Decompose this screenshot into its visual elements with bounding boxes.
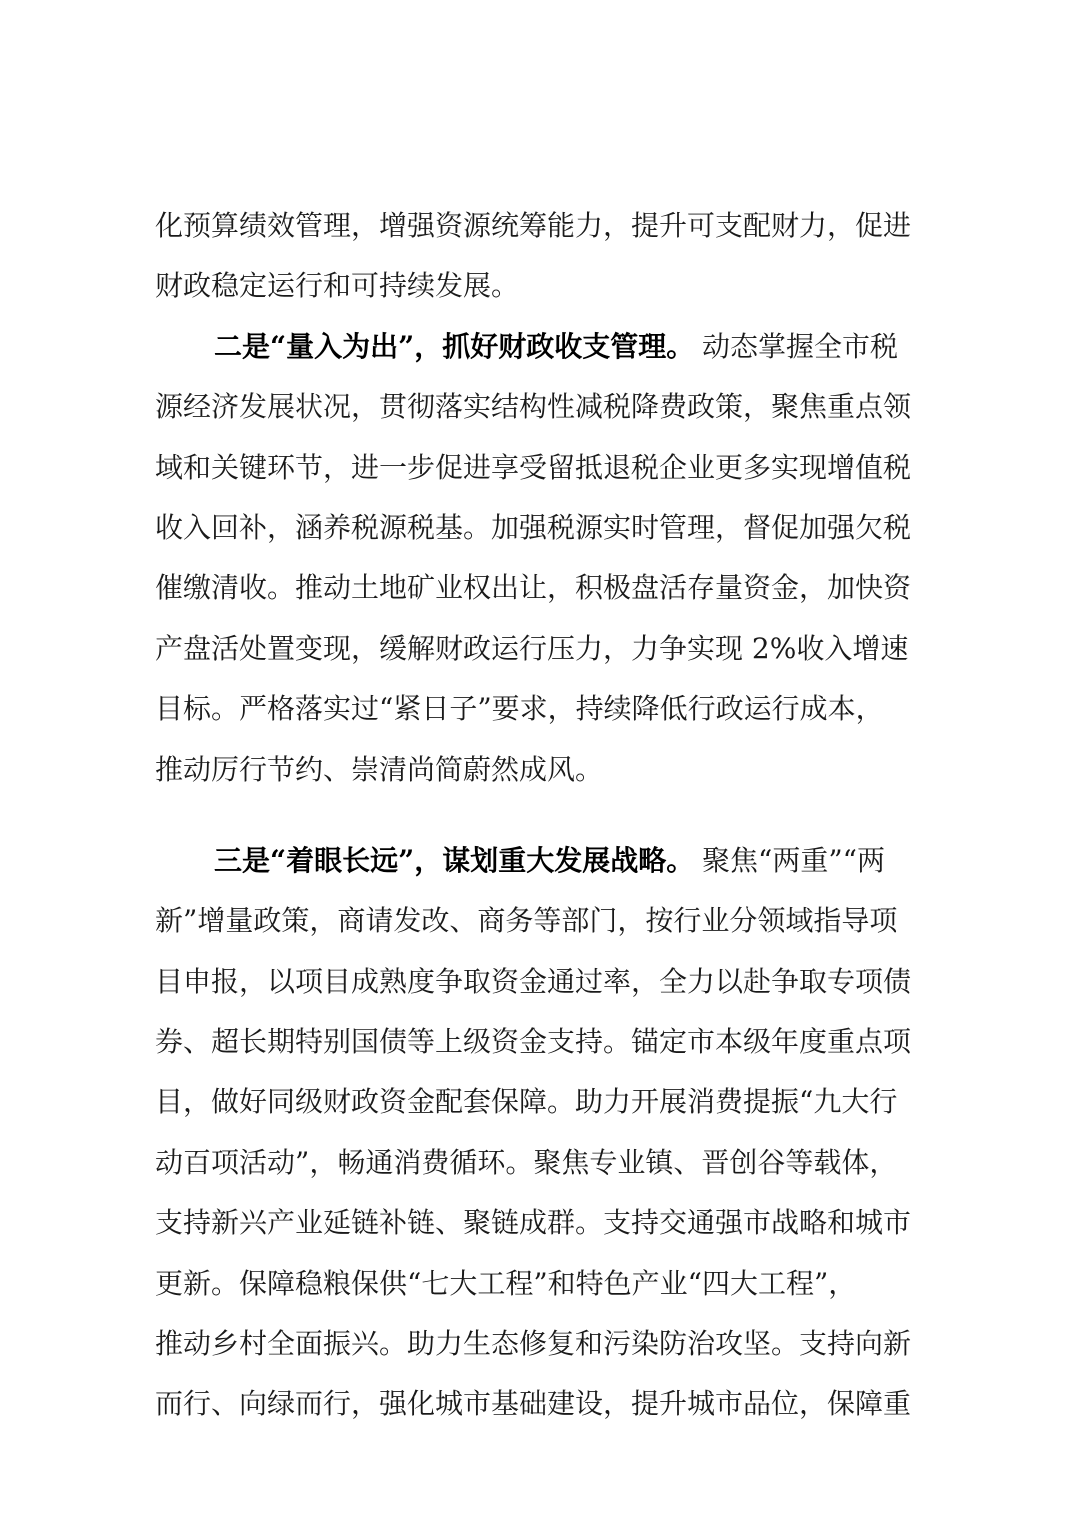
body-line xyxy=(0,891,1074,951)
line-text: 推动乡村全面振兴。助力生态修复和污染防治攻坚。支持向新 xyxy=(155,1327,912,1360)
line-text: 收入回补，涵养税源税基。加强税源实时管理，督促加强欠税 xyxy=(155,511,912,544)
line-text: 财政稳定运行和可持续发展。 xyxy=(155,269,520,302)
body-line xyxy=(0,1314,1074,1374)
line-text: 动百项活动”，畅通消费循环。聚焦专业镇、晋创谷等载体， xyxy=(155,1146,898,1179)
section-heading-2: 二是“量入为出”，抓好财政收支管理。 xyxy=(214,330,695,363)
line-text: 产盘活处置变现，缓解财政运行压力，力争实现 2%收入增速 xyxy=(155,632,909,665)
body-line xyxy=(0,377,1074,437)
body-line xyxy=(0,498,1074,558)
body-line xyxy=(0,679,1074,739)
body-line xyxy=(0,1374,1074,1434)
line-text: 目申报，以项目成熟度争取资金通过率，全力以赴争取专项债 xyxy=(155,965,912,998)
line-text: 更新。保障稳粮保供“七大工程”和特色产业“四大工程”， xyxy=(155,1267,857,1300)
body-line xyxy=(0,1012,1074,1072)
body-line xyxy=(0,619,1074,679)
body-line xyxy=(0,1193,1074,1253)
body-line xyxy=(0,558,1074,618)
body-line xyxy=(0,1254,1074,1314)
line-text: 目标。严格落实过“紧日子”要求，持续降低行政运行成本， xyxy=(155,692,884,725)
body-line xyxy=(0,1072,1074,1132)
body-line xyxy=(0,256,1074,316)
line-text: 推动厉行节约、崇清尚简蔚然成风。 xyxy=(155,753,604,786)
line-text: 目，做好同级财政资金配套保障。助力开展消费提振“九大行 xyxy=(155,1085,898,1118)
line-text: 动态掌握全市税 xyxy=(702,330,899,363)
body-line xyxy=(0,196,1074,256)
line-text: 券、超长期特别国债等上级资金支持。锚定市本级年度重点项 xyxy=(155,1025,912,1058)
section-heading-3: 三是“着眼长远”，谋划重大发展战略。 xyxy=(214,844,695,877)
line-text: 催缴清收。推动土地矿业权出让，积极盘活存量资金，加快资 xyxy=(155,571,912,604)
line-text: 支持新兴产业延链补链、聚链成群。支持交通强市战略和城市 xyxy=(155,1206,912,1239)
line-text: 源经济发展状况，贯彻落实结构性减税降费政策，聚焦重点领 xyxy=(155,390,912,423)
section-heading-line xyxy=(0,831,1074,891)
body-line xyxy=(0,952,1074,1012)
line-text: 聚焦“两重”“两 xyxy=(702,844,885,877)
line-text: 化预算绩效管理，增强资源统筹能力，提升可支配财力，促进 xyxy=(155,209,912,242)
body-line xyxy=(0,1133,1074,1193)
body-line xyxy=(0,438,1074,498)
body-line xyxy=(0,740,1074,800)
section-heading-line xyxy=(0,317,1074,377)
line-text: 新”增量政策，商请发改、商务等部门，按行业分领域指导项 xyxy=(155,904,898,937)
line-text: 域和关键环节，进一步促进享受留抵退税企业更多实现增值税 xyxy=(155,451,912,484)
line-text: 而行、向绿而行，强化城市基础建设，提升城市品位，保障重 xyxy=(155,1387,912,1420)
